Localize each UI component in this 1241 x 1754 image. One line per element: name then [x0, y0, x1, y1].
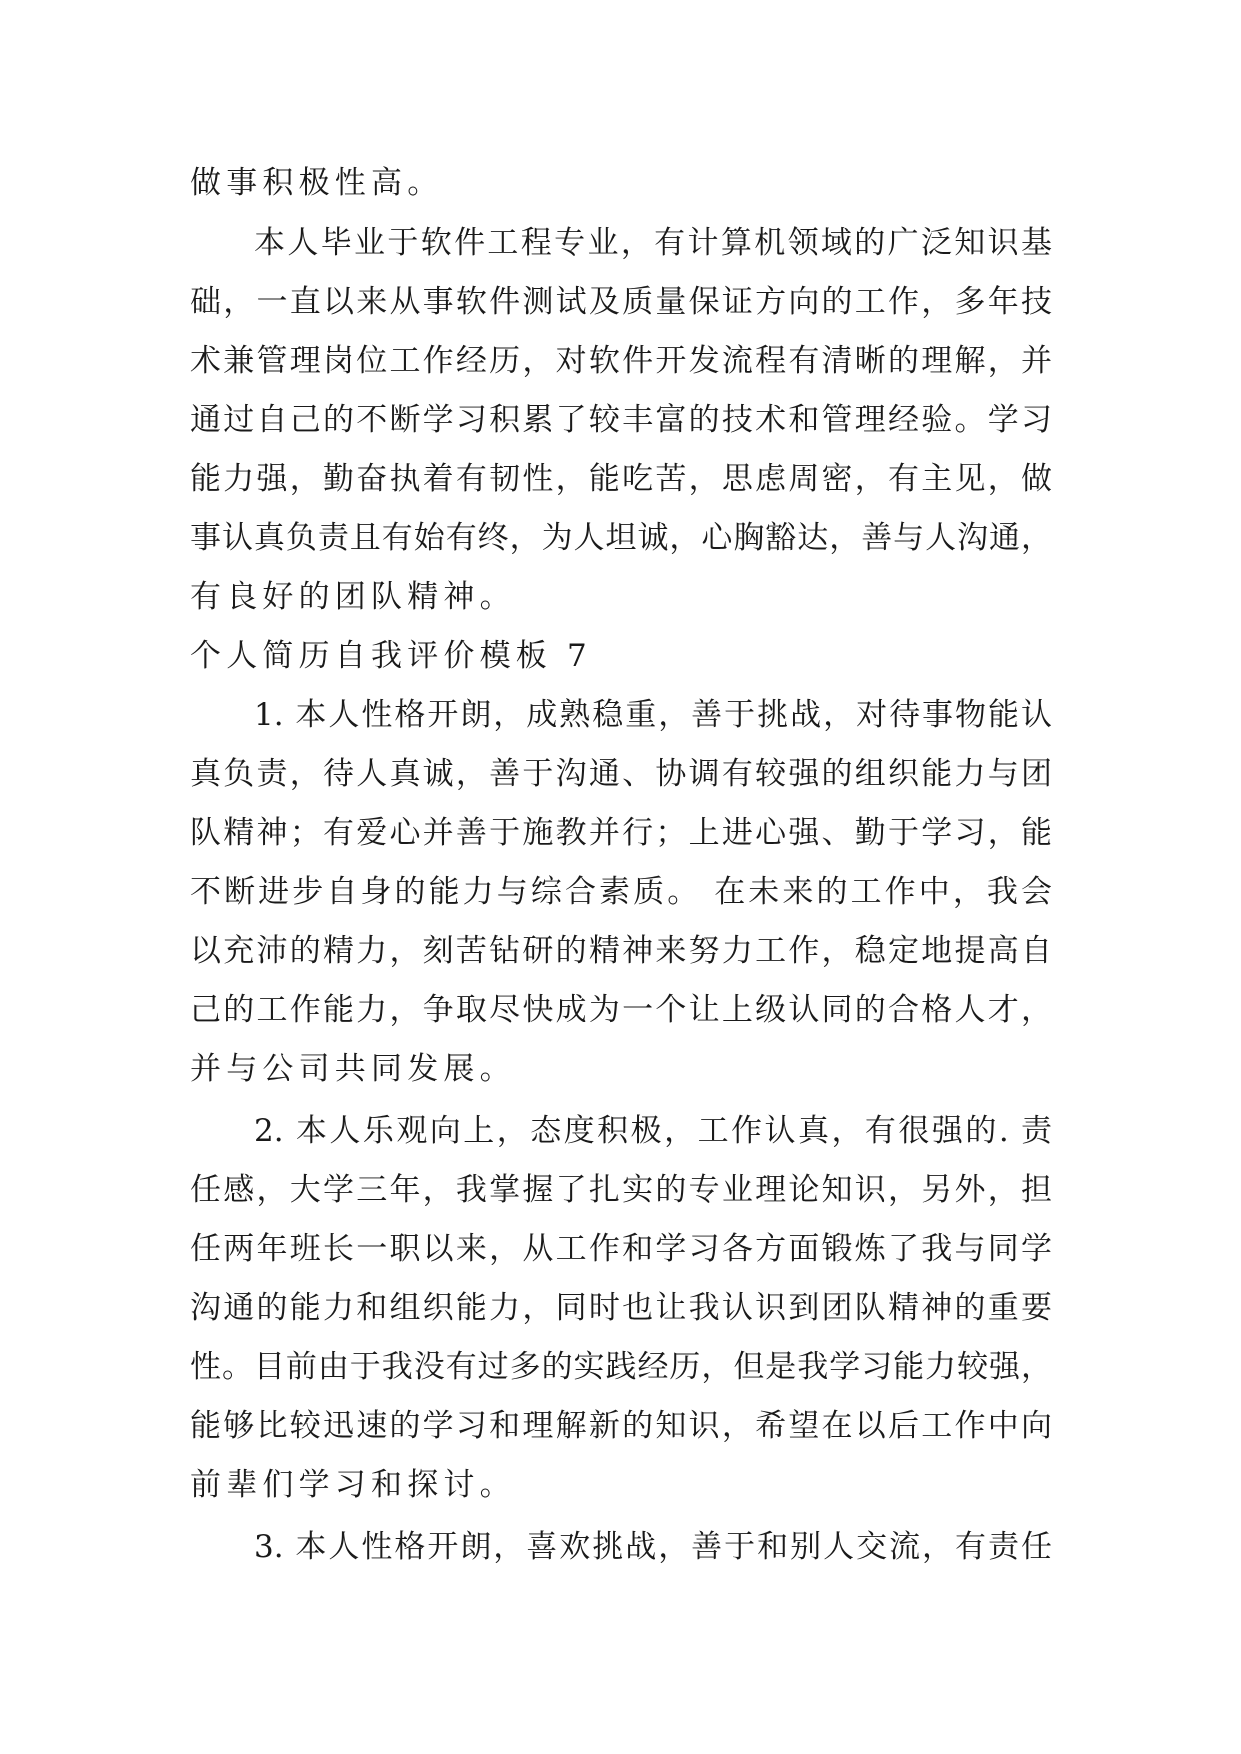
paragraph-line: 有良好的团队精神。: [190, 579, 516, 615]
paragraph-line: 性。目前由于我没有过多的实践经历，但是我学习能力较强，: [190, 1349, 1052, 1385]
paragraph-line: 真负责，待人真诚，善于沟通、协调有较强的组织能力与团: [190, 756, 1052, 792]
paragraph-line: 本人毕业于软件工程专业，有计算机领域的广泛知识基: [254, 225, 1052, 261]
paragraph-line: 1. 本人性格开朗，成熟稳重，善于挑战，对待事物能认: [254, 697, 1052, 733]
paragraph-line: 沟通的能力和组织能力，同时也让我认识到团队精神的重要: [190, 1290, 1052, 1326]
paragraph-line: 并与公司共同发展。: [190, 1051, 516, 1087]
paragraph-line: 能够比较迅速的学习和理解新的知识，希望在以后工作中向: [190, 1408, 1052, 1444]
paragraph-line: 前辈们学习和探讨。: [190, 1467, 516, 1503]
paragraph-line: 任两年班长一职以来，从工作和学习各方面锻炼了我与同学: [190, 1231, 1052, 1267]
paragraph-line: 术兼管理岗位工作经历，对软件开发流程有清晰的理解，并: [190, 343, 1052, 379]
paragraph-line: 队精神；有爱心并善于施教并行；上进心强、勤于学习，能: [190, 815, 1052, 851]
paragraph-line: 通过自己的不断学习积累了较丰富的技术和管理经验。学习: [190, 402, 1052, 438]
paragraph-line: 础，一直以来从事软件测试及质量保证方向的工作，多年技: [190, 284, 1052, 320]
paragraph-line: 能力强，勤奋执着有韧性，能吃苦，思虑周密，有主见，做: [190, 461, 1052, 497]
paragraph-line: 不断进步自身的能力与综合素质。 在未来的工作中，我会: [190, 874, 1052, 910]
paragraph-line: 事认真负责且有始有终，为人坦诚，心胸豁达，善与人沟通，: [190, 520, 1052, 556]
paragraph-line: 2. 本人乐观向上，态度积极，工作认真，有很强的. 责: [254, 1113, 1052, 1149]
section-heading: 个人简历自我评价模板 7: [190, 638, 592, 674]
paragraph-line: 3. 本人性格开朗，喜欢挑战，善于和别人交流，有责任: [254, 1529, 1052, 1565]
paragraph-line: 任感，大学三年，我掌握了扎实的专业理论知识，另外，担: [190, 1172, 1052, 1208]
paragraph-line: 做事积极性高。: [190, 165, 444, 201]
paragraph-line: 以充沛的精力，刻苦钻研的精神来努力工作，稳定地提高自: [190, 933, 1052, 969]
paragraph-line: 己的工作能力，争取尽快成为一个让上级认同的合格人才，: [190, 992, 1052, 1028]
